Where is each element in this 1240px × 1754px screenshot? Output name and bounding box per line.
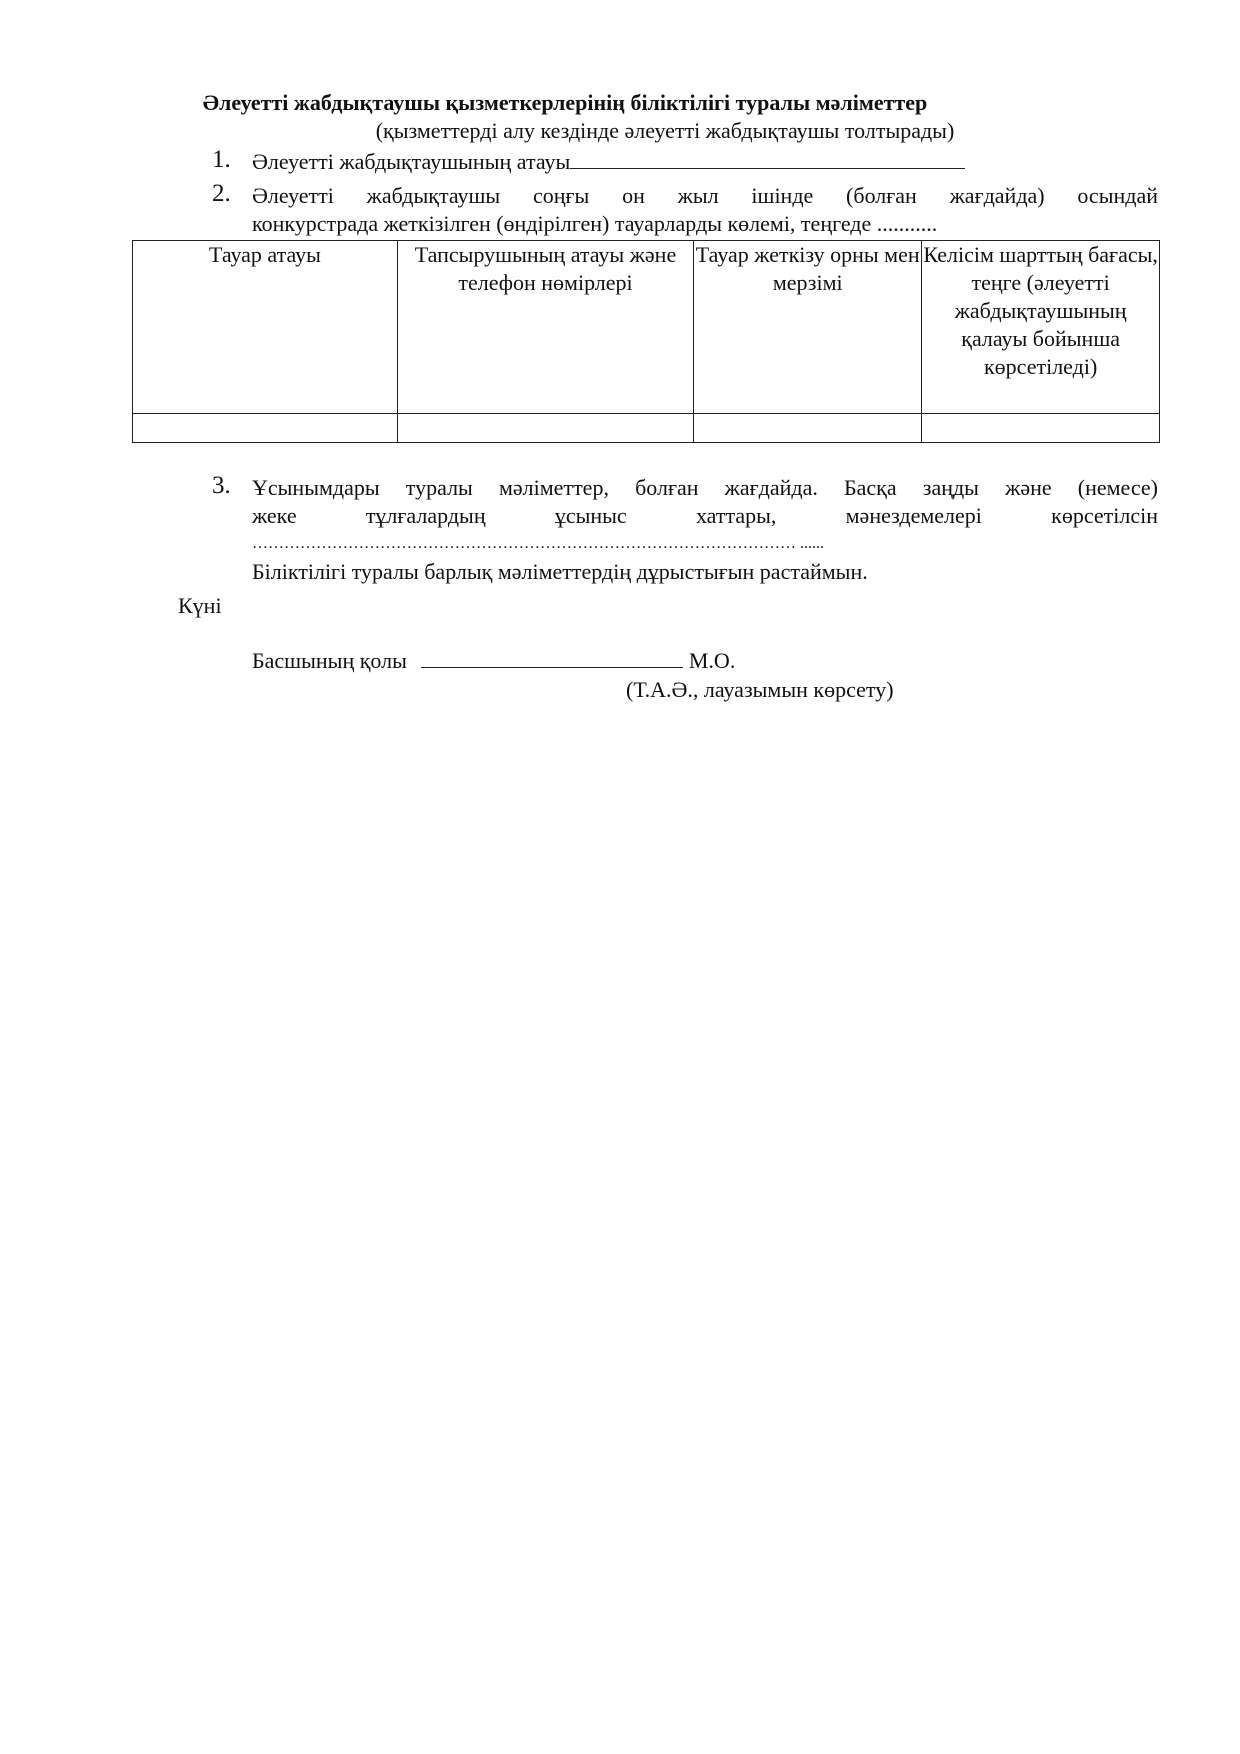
stamp-label: М.О. — [688, 648, 736, 673]
signature-label: Басшының қолы — [252, 648, 407, 673]
signature-note: (Т.А.Ә., лауазымын көрсету) — [626, 677, 894, 702]
item-1-body — [252, 148, 1158, 176]
table-header-row — [133, 241, 1160, 414]
item-3-line-2: жеке тұлғалардың ұсыныс хаттары, мәнездемелері көрсетілсін — [252, 503, 1158, 528]
header-customer-name-phone: Тапсырушының атауы және телефон нөмірлері — [397, 241, 693, 414]
header-contract-price: Келісім шарттың бағасы, теңге (әлеуетті жабдықтаушының қалауы бойынша көрсетіледі) — [922, 241, 1160, 414]
recommendations-dotted-field[interactable]: ………………………………………………………………………………………… ...... — [252, 535, 824, 552]
document-title: Әлеуетті жабдықтаушы қызметкерлерінің біліктілігі туралы мәліметтер — [202, 90, 928, 115]
signature-block — [252, 647, 735, 675]
item-2-line-1: Әлеуетті жабдықтаушы соңғы он жыл ішінде (болған жағдайда) осындай — [252, 183, 1158, 208]
item-3-body — [252, 474, 1158, 586]
document-subtitle: (қызметтерді алу кездінде әлеуетті жабдықтаушы толтырады) — [375, 118, 955, 143]
confirmation-statement: Біліктілігі туралы барлық мәліметтердің дұрыстығын растаймын. — [252, 559, 868, 584]
item-3-number: 3. — [212, 472, 231, 499]
header-goods-name: Тауар атауы — [133, 241, 398, 414]
signature-field[interactable] — [421, 647, 683, 668]
supplier-name-field[interactable] — [570, 148, 965, 169]
goods-table — [132, 240, 1160, 443]
item-2-body — [252, 182, 1158, 238]
item-2-number: 2. — [212, 180, 231, 207]
date-label: Күні — [178, 593, 222, 618]
table-cell[interactable] — [922, 414, 1160, 443]
table-row — [133, 414, 1160, 443]
table-cell[interactable] — [397, 414, 693, 443]
item-1-label: Әлеуетті жабдықтаушының атауы — [252, 149, 571, 174]
item-3-line-1: Ұсынымдары туралы мәліметтер, болған жағдайда. Басқа заңды және (немесе) — [252, 475, 1158, 500]
item-2-line-2: конкурстрада жеткізілген (өндірілген) тауарларды көлемі, теңгеде ........... — [252, 211, 938, 236]
table-cell[interactable] — [133, 414, 398, 443]
item-1-number: 1. — [212, 146, 231, 173]
header-delivery-place-date: Тауар жеткізу орны мен мерзімі — [694, 241, 922, 414]
table-cell[interactable] — [694, 414, 922, 443]
